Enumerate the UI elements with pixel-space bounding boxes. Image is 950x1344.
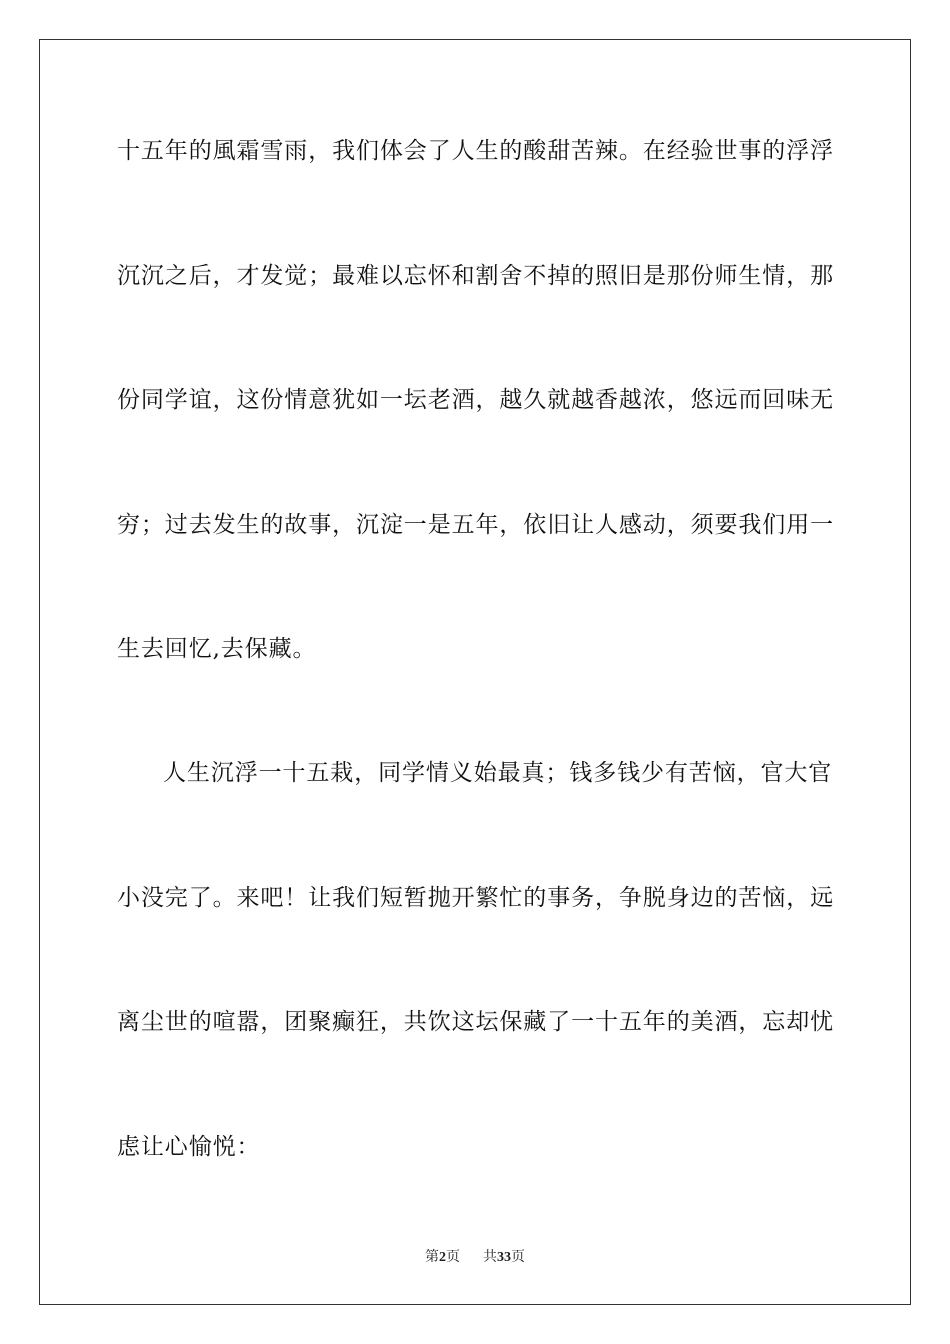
page-number: 2 <box>439 1250 447 1265</box>
text-line: 穷；过去发生的故事，沉淀一是五年，依旧让人感动，须要我们用一 <box>117 512 834 538</box>
page-prefix: 第 <box>425 1249 440 1265</box>
page-number-label <box>425 1249 464 1265</box>
page-footer <box>0 1248 950 1267</box>
total-pages: 33 <box>496 1250 511 1265</box>
text-line: 人生沉浮一十五栽，同学情义始最真；钱多钱少有苦恼，官大官 <box>163 760 833 786</box>
total-suffix: 页 <box>510 1249 525 1265</box>
text-line: 小没完了。来吧！让我们短暂抛开繁忙的事务，争脱身边的苦恼，远 <box>117 885 834 911</box>
text-line: 离尘世的喧嚣，团聚癫狂，共饮这坛保藏了一十五年的美酒，忘却忧 <box>117 1009 834 1035</box>
text-line: 沉沉之后，才发觉；最难以忘怀和割舍不掉的照旧是那份师生情，那 <box>117 263 834 289</box>
text-line: 份同学谊，这份情意犹如一坛老酒，越久就越香越浓，悠远而回味无 <box>117 387 834 413</box>
page-suffix: 页 <box>446 1249 461 1265</box>
text-line: 虑让心愉悦： <box>117 1134 261 1160</box>
page-border <box>39 39 911 1305</box>
total-pages-label <box>483 1249 525 1265</box>
total-prefix: 共 <box>482 1249 497 1265</box>
text-line: 生去回忆,去保藏。 <box>117 636 317 662</box>
text-line: 十五年的風霜雪雨，我们体会了人生的酸甜苦辣。在经验世事的浮浮 <box>117 138 834 164</box>
